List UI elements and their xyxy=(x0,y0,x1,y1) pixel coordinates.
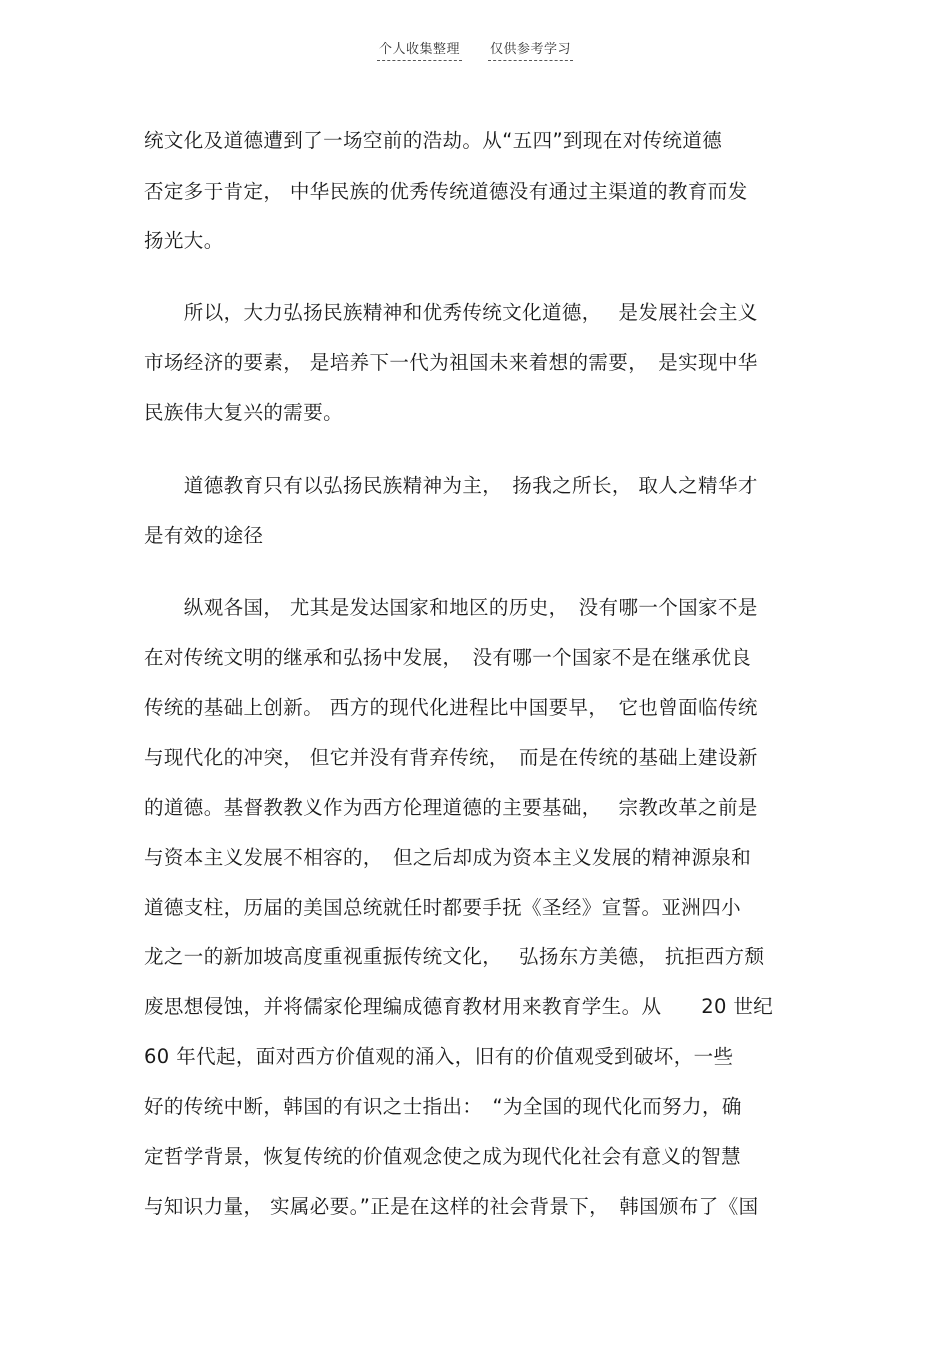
text-line: 道德教育只有以弘扬民族精神为主， 扬我之所长， 取人之精华才 xyxy=(144,474,758,497)
text-line: 的道德。基督教教义作为西方伦理道德的主要基础， 宗教改革之前是 xyxy=(144,796,758,819)
text-line: 所以，大力弘扬民族精神和优秀传统文化道德， 是发展社会主义 xyxy=(144,301,758,324)
text-line: 道德支柱，历届的美国总统就任时都要手抚《圣经》宣誓。亚洲四小 xyxy=(144,896,742,919)
text-line: 民族伟大复兴的需要。 xyxy=(144,401,344,424)
text-line: 传统的基础上创新。 西方的现代化进程比中国要早， 它也曾面临传统 xyxy=(144,696,758,719)
text-line: 是有效的途径 xyxy=(144,524,264,547)
text-line: 与资本主义发展不相容的， 但之后却成为资本主义发展的精神源泉和 xyxy=(144,846,752,869)
text-line: 废思想侵蚀，并将儒家伦理编成德育教材用来教育学生。从 20 世纪 xyxy=(144,995,774,1018)
text-line: 好的传统中断，韩国的有识之士指出： “为全国的现代化而努力，确 xyxy=(144,1095,742,1118)
text-line: 扬光大。 xyxy=(144,229,224,252)
text-line: 定哲学背景，恢复传统的价值观念使之成为现代化社会有意义的智慧 xyxy=(144,1145,742,1168)
text-line: 纵观各国， 尤其是发达国家和地区的历史， 没有哪一个国家不是 xyxy=(144,596,758,619)
header-right-text: 仅供参考学习 xyxy=(488,42,573,61)
text-line: 在对传统文明的继承和弘扬中发展， 没有哪一个国家不是在继承优良 xyxy=(144,646,752,669)
page-header xyxy=(0,38,950,57)
text-line: 统文化及道德遭到了一场空前的浩劫。从“五四”到现在对传统道德 xyxy=(144,129,723,152)
header-left-text: 个人收集整理 xyxy=(377,42,462,61)
text-line: 与现代化的冲突， 但它并没有背弃传统， 而是在传统的基础上建设新 xyxy=(144,746,758,769)
text-line: 60 年代起，面对西方价值观的涌入，旧有的价值观受到破坏，一些 xyxy=(144,1045,734,1068)
text-line: 否定多于肯定， 中华民族的优秀传统道德没有通过主渠道的教育而发 xyxy=(144,180,748,203)
text-line: 与知识力量， 实属必要。”正是在这样的社会背景下， 韩国颁布了《国 xyxy=(144,1195,759,1218)
text-line: 龙之一的新加坡高度重视重振传统文化， 弘扬东方美德， 抗拒西方颓 xyxy=(144,945,765,968)
text-line: 市场经济的要素， 是培养下一代为祖国未来着想的需要， 是实现中华 xyxy=(144,351,758,374)
